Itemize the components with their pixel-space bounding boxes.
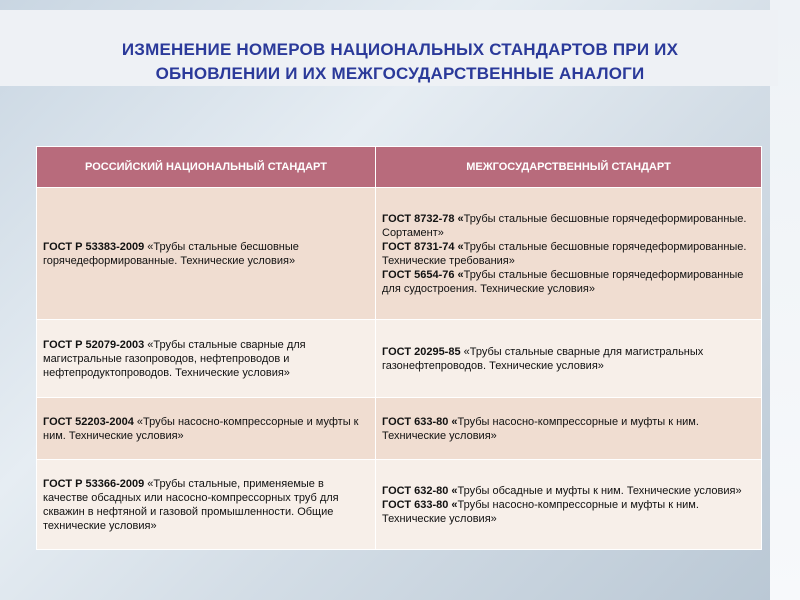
national-cell xyxy=(37,188,376,320)
table-header-row xyxy=(37,147,762,188)
standard-title: Трубы насосно-компрессорные и муфты к ним. Технические условия» xyxy=(382,415,699,442)
standard-code: ГОСТ 52203-2004 xyxy=(43,415,134,428)
national-cell xyxy=(37,460,376,550)
standard-title: «Трубы стальные, применяемые в качестве обсадных или насосно-компрессорных труб для скважин в нефтяной и газовой промышленности. Общие технические условия» xyxy=(43,477,339,532)
slide-title xyxy=(40,38,760,86)
standard-code: ГОСТ 633-80 « xyxy=(382,498,458,511)
standard-title: Трубы стальные бесшовные горячедеформированные. Технические требования» xyxy=(382,240,747,267)
standard-title: «Трубы насосно-компрессорные и муфты к ним. Технические условия» xyxy=(43,415,359,442)
national-cell xyxy=(37,398,376,460)
standard-title: «Трубы стальные бесшовные горячедеформированные. Технические условия» xyxy=(43,240,299,267)
title-line-1: ИЗМЕНЕНИЕ НОМЕРОВ НАЦИОНАЛЬНЫХ СТАНДАРТОВ ПРИ ИХ xyxy=(121,40,679,59)
title-line-2: ОБНОВЛЕНИИ И ИХ МЕЖГОСУДАРСТВЕННЫЕ АНАЛОГИ xyxy=(155,64,645,83)
table-row xyxy=(37,398,762,460)
table-row xyxy=(37,320,762,398)
right-decor-band xyxy=(770,0,800,600)
header-national: РОССИЙСКИЙ НАЦИОНАЛЬНЫЙ СТАНДАРТ xyxy=(37,147,376,188)
standard-code: ГОСТ 5654-76 « xyxy=(382,268,464,281)
interstate-cell xyxy=(376,398,762,460)
standard-code: ГОСТ 633-80 « xyxy=(382,415,458,428)
standard-code: ГОСТ 8731-74 « xyxy=(382,240,464,253)
standard-title: Трубы насосно-компрессорные и муфты к ним. Технические условия» xyxy=(382,498,699,525)
header-interstate: МЕЖГОСУДАРСТВЕННЫЙ СТАНДАРТ xyxy=(376,147,762,188)
table-row xyxy=(37,460,762,550)
standards-table xyxy=(36,146,762,550)
standard-title: Трубы обсадные и муфты к ним. Технические условия» xyxy=(457,484,742,497)
standard-title: Трубы стальные бесшовные горячедеформированные для судостроения. Технические условия» xyxy=(382,268,744,295)
standard-code: ГОСТ Р 53383-2009 xyxy=(43,240,145,253)
standard-code: ГОСТ 632-80 « xyxy=(382,484,458,497)
standard-code: ГОСТ 8732-78 « xyxy=(382,212,464,225)
interstate-cell xyxy=(376,460,762,550)
standard-code: ГОСТ 20295-85 xyxy=(382,345,461,358)
interstate-cell xyxy=(376,320,762,398)
standard-title: Трубы стальные бесшовные горячедеформированные. Сортамент» xyxy=(382,212,747,239)
national-cell xyxy=(37,320,376,398)
interstate-cell xyxy=(376,188,762,320)
standard-code: ГОСТ Р 53366-2009 xyxy=(43,477,145,490)
standard-title: «Трубы стальные сварные для магистральных газонефтепроводов. Технические условия» xyxy=(382,345,704,372)
standard-code: ГОСТ Р 52079-2003 xyxy=(43,338,145,351)
table-row xyxy=(37,188,762,320)
standard-title: «Трубы стальные сварные для магистральные газопроводов, нефтепроводов и нефтепродуктопроводов. Технические условия» xyxy=(43,338,306,379)
